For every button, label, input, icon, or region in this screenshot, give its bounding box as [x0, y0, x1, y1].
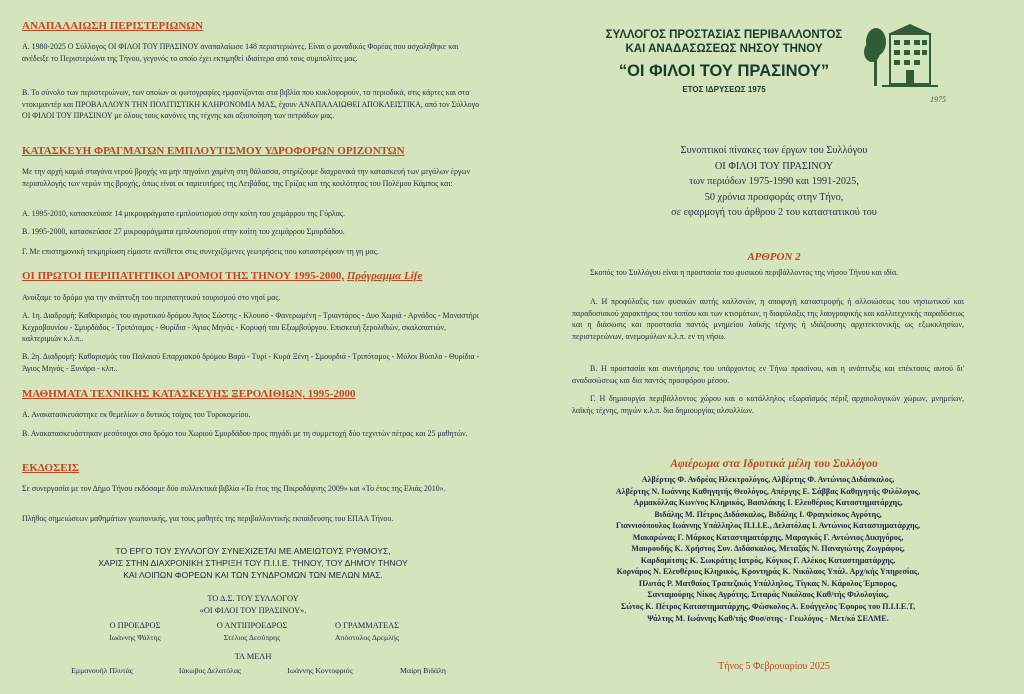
- officer-role: Ο ΑΝΤΙΠΡΟΕΔΡΟΣ: [216, 621, 288, 630]
- board-line: «ΟΙ ΦΙΛΟΙ ΤΟΥ ΠΡΑΣΙΝΟΥ».: [199, 606, 307, 615]
- dedication-line: Αλβέρτης Φ. Ανδρέας Ηλεκτρολόγος, Αλβέρτης Φ. Αντώνιος Διδάσκαλος,: [641, 475, 895, 484]
- article-paragraph: Σκοπός του Συλλόγου είναι η προστασία του φυσικού περιβάλλοντος της νήσου Τήνου και ιδία.: [590, 268, 899, 277]
- paragraph: Β. 1995-2000, κατασκεύασε 27 μικροφράγματα εμπλουτισμού στην κοίτη του χειμάρρου Σμυρδάδου.: [22, 227, 345, 236]
- dedication-line: Μαυρουδής Κ. Χρήστος Συν. Διδάσκαλος, Μεταξάς Ν. Παναγιώτης Ζωγράφος,: [631, 544, 905, 554]
- logo-year: 1975: [930, 95, 946, 104]
- officer-role: Ο ΠΡΟΕΔΡΟΣ: [109, 621, 161, 630]
- member-name: Ιάκωβος Δελατόλας: [178, 666, 242, 675]
- org-name-line2: ΚΑΙ ΑΝΑΔΑΣΩΣΕΩΣ ΝΗΣΟΥ ΤΗΝΟΥ: [625, 43, 823, 55]
- paragraph: Α. 1980-2025 Ο Σύλλογος ΟΙ ΦΙΛΟΙ ΤΟΥ ΠΡΑΣΙΝΟΥ αναπαλαίωσε 148 περιστεριώνες. Είναι ο μοναδικός Φορέας που ασχολήθηκε και ανέδειξε το Περιστεριώνα της Τήνου, γεγονός το οποίο έχει εκτιμηθεί ιδιαίτερα από τους συμπολίτες μας.: [22, 42, 459, 63]
- article-title: ΑΡΘΡΟΝ 2: [747, 251, 801, 263]
- dedication-line: Καρδαμίτσης Κ. Σωκράτης Ιατρός, Κόγκος Γ. Αλέκος Καταστηματάρχης,: [640, 555, 896, 565]
- dedication-list: [578, 474, 958, 624]
- paragraph: Α. 1995-2010, κατασκεύασε 14 μικροφράγματα εμπλουτισμού στην κοίτη του χειμάρρου της Γύρλας.: [22, 209, 345, 218]
- org-name-line1: ΣΥΛΛΟΓΟΣ ΠΡΟΣΤΑΣΙΑΣ ΠΕΡΙΒΑΛΛΟΝΤΟΣ: [605, 29, 843, 41]
- dedication-title: Αφιέρωμα στα Ιδρυτικά μέλη του Συλλόγου: [670, 458, 878, 470]
- dedication-line: Αρμακόλλας Κων/νος Κληρικός, Βασιλάκης Ι. Ελευθέριος Καταστηματάρχης,: [633, 498, 903, 508]
- summary-line: Συνοπτικοί πίνακες των έργων του Συλλόγου: [680, 145, 868, 156]
- summary-block: [624, 143, 924, 221]
- dedication-line: Αλβέρτης Ν. Ιωάννης Καθηγητής Θεολόγος, Απέργης Ε. Σάββας Καθηγητής Φιλόλογος,: [615, 486, 921, 496]
- org-name-title: “ΟΙ ΦΙΛΟΙ ΤΟΥ ΠΡΑΣΙΝΟΥ”: [618, 62, 830, 80]
- officer-name: Απόστολος Δρεμλής: [334, 633, 400, 642]
- paragraph: Γ. Με επιστημονική τεκμηρίωση είμαστε αντίθετοι στις συνεχιζόμενες γεωτρήσεις που καταστρέφουν τη γη μας.: [22, 247, 379, 256]
- section-title-dams: ΚΑΤΑΣΚΕΥΗ ΦΡΑΓΜΑΤΩΝ ΕΜΠΛΟΥΤΙΣΜΟΥ ΥΔΡΟΦΟΡΩΝ ΟΡΙΖΟΝΤΩΝ: [22, 145, 405, 157]
- board-line: ΤΟ Δ.Σ. ΤΟΥ ΣΥΛΛΟΓΟΥ: [207, 594, 299, 603]
- summary-line: 50 χρόνια προσφοράς στην Τήνο,: [704, 191, 844, 203]
- founding-year: ΕΤΟΣ ΙΔΡΥΣΕΩΣ 1975: [682, 85, 766, 94]
- member-name: Εμμανουήλ Πλυτάς: [71, 666, 133, 675]
- org-header: [598, 28, 850, 56]
- dedication-line: Πλυτάς Ρ. Ματθαίος Τραπεζικός Υπάλληλος, Τίγκας Ν. Κάρολος Έμπορος,: [638, 578, 898, 588]
- section-title-publications: ΕΚΔΟΣΕΙΣ: [22, 462, 80, 474]
- article-paragraph: Β. Η προστασία και συντήρησις του υπάρχοντος εν Τήνω πρασίνου, και η ανάπτυξις και επέκτασις αυτού δι' αναδασώσεως και δια παντός προσφόρου μέσου.: [572, 364, 964, 385]
- member-name: Μαίρη Βιδάλη: [400, 666, 446, 675]
- officer-name: Στέλιος Δεσύπρης: [223, 633, 281, 642]
- paragraph: Α. 1η. Διαδρομή: Καθαρισμός του αγροτικού δρόμου Άγιος Σώστης - Κλουσό - Φανερωμένη - Τριαντάρος - Δυο Χωριά - Αρνάδος - Μοναστήρι Κεχροβουνίου - Σμυρδάδος - Τριπόταμος - Θυρίδια - Άγιος Μηνάς - Κορυφή του Εξωμβούργου. Επισκευή ξερολιθιών, σκαλοπατιών, καλτεριμιών κ.λ.π..: [22, 311, 479, 343]
- dedication-line: Ψάλτης Μ. Ιωάννης Καθ/τής Φυσ/στης - Γεωλόγος - Μετ/κό ΣΕΛΜΕ.: [647, 613, 889, 623]
- dedication-line: Γιαννισόπουλος Ιωάννης Υπάλληλος Π.Ι.Ι.Ε., Δελατόλας Ι. Αντώνιος Καταστηματάρχης,: [616, 521, 920, 531]
- paragraph: Με την αρχή καμιά σταγόνα νερού βροχής να μην πηγαίνει χαμένη στη θάλασσα, στηρίζουμε διαχρονικά την κατασκευή των μεγάλων έργων περισυλλογής των νερών της βροχής, όπως είναι οι ταμιευτήρες της Λειβάδας, της Γρίζας και της κοιλότητας του Πολέμου Κάμπος και:: [22, 167, 471, 188]
- section-title-drystone-lessons: ΜΑΘΗΜΑΤΑ ΤΕΧΝΙΚΗΣ ΚΑΤΑΣΚΕΥΗΣ ΞΕΡΟΛΙΘΙΩΝ, 1995-2000: [22, 388, 356, 400]
- officer-role: Ο ΓΡΑΜΜΑΤΕΑΣ: [334, 621, 400, 630]
- paragraph: Β. 2η. Διαδρομή: Καθαρισμός του Παλαιού Επαρχιακού δρόμου Βαρύ - Τυρί - Κυρά Ξένη - Σμουρδιά - Τριπόταμος - Μύλοι Βύσιλο - Θυρίδια - Άγιος Μηνάς - Ξυνάρα - κλπ..: [22, 352, 480, 373]
- paragraph: Α. Ανακατασκευάστηκε εκ θεμελίων ο δυτικός τοίχος του Τυροκομείου.: [22, 410, 251, 419]
- signature-president: [80, 620, 190, 644]
- summary-line: των περιόδων 1975-1990 και 1991-2025,: [689, 176, 859, 187]
- paragraph: Β. Ανακατασκευάστηκαν μεσότοιχοι στο δρόμο του Χωριού Σμυρδάδου προς πηγάδι με τη συμμετοχή δύο τεχνιτών πέτρας και 25 μαθητών.: [22, 429, 468, 438]
- document-date: Τήνος 5 Φεβρουαρίου 2025: [718, 661, 830, 672]
- summary-line: ΟΙ ΦΙΛΟΙ ΤΟΥ ΠΡΑΣΙΝΟΥ: [714, 160, 834, 172]
- dedication-line: Σανταμούρης Νίκος Αγρότης, Σιταράς Νικόλαος Καθ/τής Φιλολογίας,: [647, 590, 889, 600]
- closing-line: ΚΑΙ ΛΟΙΠΩΝ ΦΟΡΕΩΝ ΚΑΙ ΤΩΝ ΣΥΝΔΡΟΜΩΝ ΤΩΝ ΜΕΛΩΝ ΜΑΣ.: [123, 570, 383, 581]
- dedication-line: Βιδάλης Μ. Πέτρος Διδάσκαλος, Βιδάλης Ι. Φραγκίσκος Αγρότης,: [654, 509, 882, 519]
- paragraph: Β. Το σύνολο των περιστεριώνων, των οποίων οι φωτογραφίες εμφανίζονται στα βιβλία που κυκλοφορούν, τα περιοδικά, στις κάρτες και στα ντοκιμαντέρ και ΠΡΟΒΑΛΛΟΥΝ ΤΗΝ ΠΟΛΙΤΙΣΤΙΚΗ ΚΛΗΡΟΝΟΜΙΑ ΜΑΣ, έχουν ΑΝΑΠΑΛΑΙΩΘΕΙ ΑΠΟΚΛΕΙΣΤΙΚΑ, από τον Σύλλογο ΟΙ ΦΙΛΟΙ ΤΟΥ ΠΡΑΣΙΝΟΥ με όλους τους κανόνες της τέχνης και αξιοποίηση των πετράδων μας.: [22, 88, 480, 120]
- section-title-dovecotes: ΑΝΑΠΑΛΑΙΩΣΗ ΠΕΡΙΣΤΕΡΙΩΝΩΝ: [22, 20, 204, 32]
- signature-vice-president: [192, 620, 312, 644]
- paragraph: Ανοίξαμε το δρόμο για την ανάπτυξη του περιπατητικού τουρισμού στο νησί μας.: [22, 293, 281, 302]
- article-paragraph: Γ. Η δημιουργία περιβάλλοντος χώρου και ο κατάλληλος εξωραϊσμός πέριξ αρχαιολογικών χώρων, μνημείων, λαϊκής τέχνης, πηγών κ.λ.π. δια δημιουργίας αλσυλλίων.: [572, 394, 964, 415]
- summary-line: σε εφαρμογή του άρθρου 2 του καταστατικού του: [671, 207, 877, 218]
- closing-line: ΧΑΡΙΣ ΣΤΗΝ ΔΙΑΧΡΟΝΙΚΗ ΣΤΗΡΙΞΗ ΤΟΥ Π.Ι.Ι.Ε. ΤΗΝΟΥ, ΤΟΥ ΔΗΜΟΥ ΤΗΝΟΥ: [98, 558, 408, 569]
- dedication-line: Σώτος Κ. Πέτρος Καταστηματάρχης, Φώσκολος Α. Ευάγγελος Έφορος του Π.Ι.Ι.Ε.Τ,: [620, 602, 916, 612]
- dedication-line: Μακαρώνας Γ. Μάρκος Καταστηματάρχης, Μαραγκός Γ. Αντώνιος Δικηγόρος,: [632, 532, 904, 542]
- board-heading: [22, 593, 484, 617]
- members-label: ΤΑ ΜΕΛΗ: [234, 652, 272, 661]
- paragraph: Πλήθος σημειώσεων μαθημάτων γεωπονικής, για τους μαθητές της περιβαλλοντικής εκπαίδευσης του ΕΠΑΛ Τήνου.: [22, 514, 394, 523]
- closing-statement: [22, 545, 484, 582]
- dovecote-tree-logo-icon: [862, 22, 952, 104]
- dedication-line: Κορνάρος Ν. Ελευθέριος Κληρικός, Κροντηράς Κ. Νικόλαος Υπάλ. Αρχ/κής Υπηρεσίας,: [616, 567, 920, 577]
- closing-line: ΤΟ ΕΡΓΟ ΤΟΥ ΣΥΛΛΟΓΟΥ ΣΥΝΕΧΙΖΕΤΑΙ ΜΕ ΑΜΕΙΩΤΟΥΣ ΡΥΘΜΟΥΣ,: [115, 546, 391, 556]
- signature-secretary: [312, 620, 422, 644]
- member-name: Ιωάννης Κοντοφριός: [287, 666, 353, 675]
- article-paragraph: Α. Η προφύλαξις των φυσικών αυτής καλλονών, η αποφυγή καταστροφής ή αλλοιώσεως του νησιωτικού και παραδοσιακού χαρακτήρος του τοπίου και των κτισμάτων, η διαφύλαξις της λαογραφικής και καλλιτεχνικής παραδόσεως και η διάσωσις και προστασία παντός μνημείου λαϊκής τέχνης ή ιδιάζουσης αρχιτεκτονικής ως εξωκκλησίων, περιστερεώνων, ανεμομύλων κ.λ.π. εν τη νήσω.: [572, 297, 964, 341]
- officer-name: Ιωάννης Ψάλτης: [109, 633, 161, 642]
- section-title-walking-paths: ΟΙ ΠΡΩΤΟΙ ΠΕΡΙΠΑΤΗΤΙΚΟΙ ΔΡΟΜΟΙ ΤΗΣ ΤΗΝΟΥ 1995-2000, Πρόγραμμα Life: [22, 270, 423, 282]
- paragraph: Σε συνεργασία με τον Δήμο Τήνου εκδόσαμε δύο συλλεκτικά βιβλία «Το έτος της Πικροδάφνης 2009» και «Το έτος της Ελιάς 2010».: [22, 484, 446, 493]
